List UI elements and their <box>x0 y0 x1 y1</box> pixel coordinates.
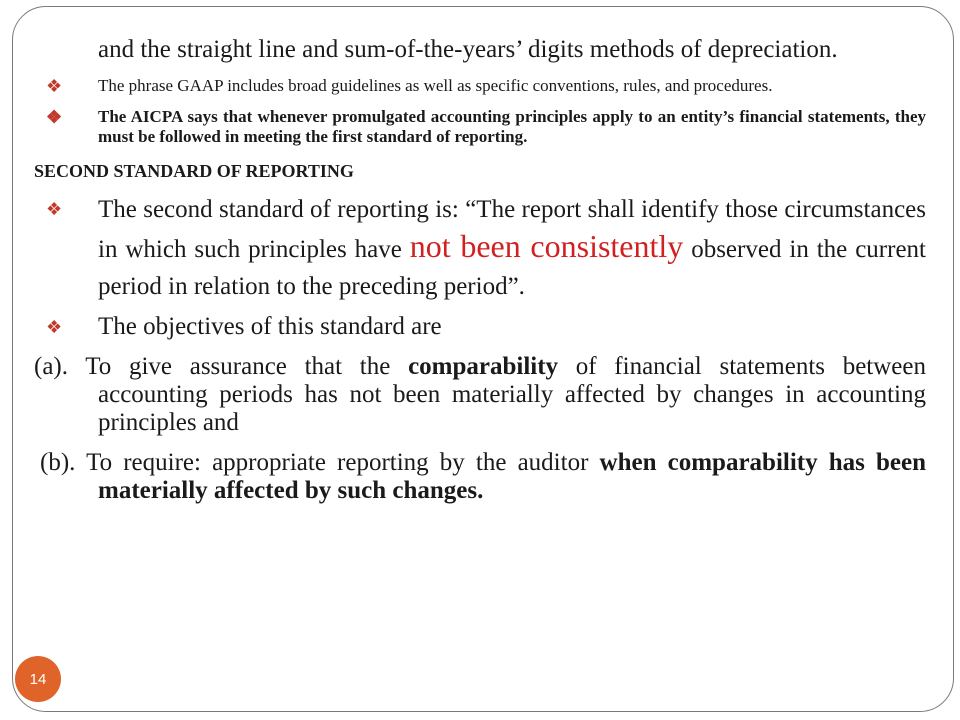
bullet-gaap <box>34 76 926 96</box>
item-a-after: of financial statements between accounting periods has not been materially affected by changes in accounting principles and <box>98 353 926 436</box>
item-a-bold: comparability <box>408 353 559 380</box>
bullet-objectives <box>34 313 926 341</box>
diamond-bullet-icon: ❖ <box>46 76 63 96</box>
section-heading: SECOND STANDARD OF REPORTING <box>34 161 354 181</box>
bullet-gaap-text: The phrase GAAP includes broad guidelines as well as specific conventions, rules, and procedures. <box>98 76 773 95</box>
item-b-bold: when comparability has been materially affected by such changes. <box>98 449 926 504</box>
second-standard-after: observed in the current period in relation to the preceding period”. <box>98 236 926 300</box>
bullet-second-standard <box>34 191 926 305</box>
page-number-badge: 14 <box>15 656 61 702</box>
slide-content <box>34 36 926 505</box>
item-a <box>34 353 926 437</box>
highlight-not-consistently: not been consistently <box>409 228 684 264</box>
diamond-bullet-icon: ❖ <box>46 107 63 127</box>
item-b <box>34 449 926 505</box>
item-a-before: (a). To give assurance that the <box>34 353 409 380</box>
diamond-bullet-icon: ❖ <box>46 317 63 337</box>
continued-line: and the straight line and sum-of-the-years’ digits methods of depreciation. <box>98 36 838 63</box>
diamond-bullet-icon: ❖ <box>46 199 63 219</box>
second-standard-before: The second standard of reporting is: “The report shall identify those circumstances in which such principles have <box>98 196 926 263</box>
bullet-aicpa <box>34 107 926 147</box>
bullet-aicpa-text: The AICPA says that whenever promulgated accounting principles apply to an entity’s financial statements, they must be followed in meeting the first standard of reporting. <box>98 107 926 146</box>
objectives-text: The objectives of this standard are <box>98 313 442 340</box>
item-b-before: (b). To require: appropriate reporting by the auditor <box>40 449 600 476</box>
